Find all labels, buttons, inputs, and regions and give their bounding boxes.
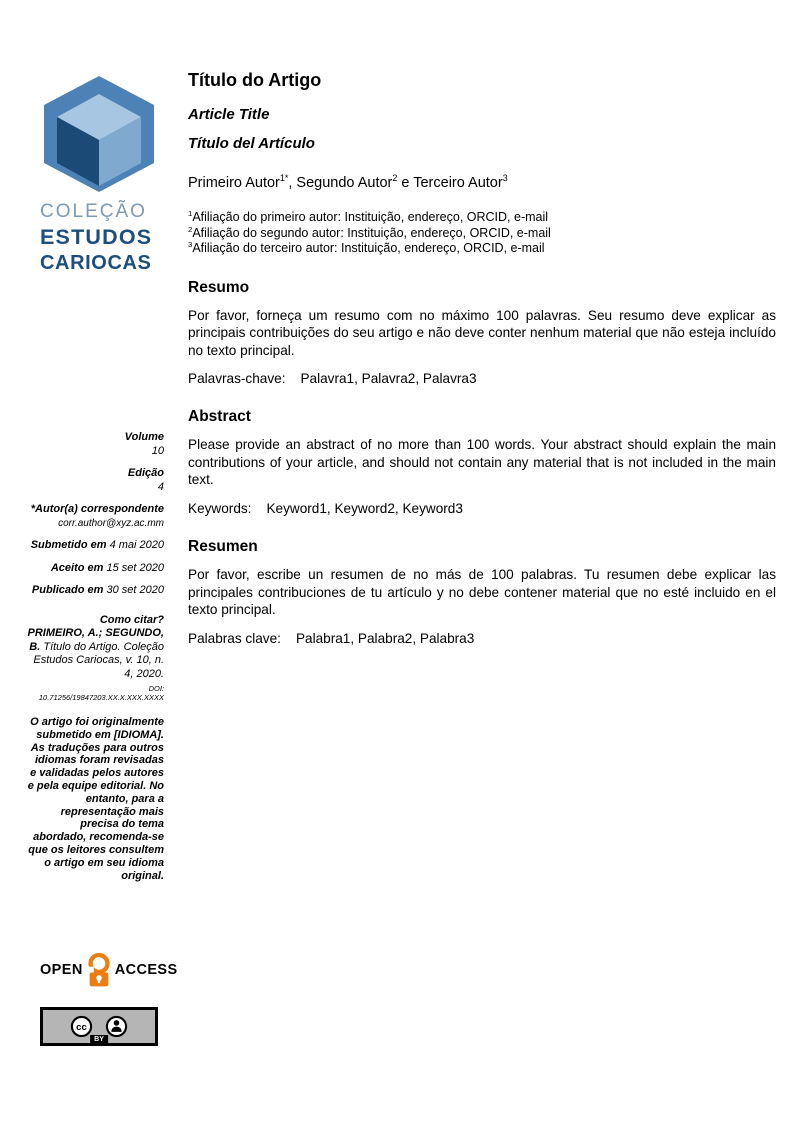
article-title-pt: Título do Artigo	[188, 70, 322, 90]
palavras-chave-label: Palavras-chave:	[188, 371, 286, 387]
palavras-chave-values: Palavra1, Palavra2, Palavra3	[300, 371, 477, 387]
palabras-clave-line	[188, 631, 776, 646]
cc-license-badge	[40, 1007, 158, 1046]
article-title-es: Título del Artículo	[188, 135, 315, 152]
section-heading-resumen: Resumen	[188, 538, 258, 556]
affiliation-1	[188, 210, 776, 226]
palavras-chave-line	[188, 371, 776, 386]
citation-info	[26, 614, 164, 703]
resumo-body: Por favor, forneça um resumo com no máximo 100 palavras. Seu resumo deve explicar as principais contribuições do seu artigo e não deve conter nenhum material que não esteja incluído no texto principal.	[188, 307, 776, 358]
keywords-label: Keywords:	[188, 501, 252, 517]
how-to-cite-label: Como citar?	[99, 613, 164, 626]
affiliation-1-text: Afiliação do primeiro autor: Instituição, endereço, ORCID, e-mail	[192, 210, 549, 224]
affiliation-2	[188, 226, 776, 242]
published-label: Publicado em	[31, 584, 104, 596]
corresponding-author-label: *Autor(a) correspondente	[30, 503, 164, 515]
affiliations	[188, 210, 776, 257]
keywords-line	[188, 501, 776, 516]
citation-reference: Título do Artigo. Coleção Estudos Cariocas, v. 10, n. 4, 2020.	[33, 640, 164, 680]
author-1: Primeiro Autor	[188, 175, 280, 191]
correspondence-info	[26, 503, 164, 530]
author-3-superscript: 3	[502, 173, 508, 184]
journal-logo	[40, 74, 166, 275]
abstract-body: Please provide an abstract of no more than 100 words. Your abstract should explain the main contributions of your article, and should not contain any material that is not included in the main text.	[188, 437, 776, 488]
open-access-logo	[40, 950, 178, 990]
issue-info	[26, 467, 164, 494]
open-access-access-label: ACCESS	[114, 962, 178, 978]
published-date: 30 set 2020	[106, 584, 164, 596]
language-note: O artigo foi originalmente submetido em [IDIOMA]. As traduções para outros idiomas foram revisadas e validadas pelos autores e pela equipe editorial. No entanto, para a representação mais precisa do tema abordado, recomenda-se que os leitores consultem o artigo em seu idioma original.	[27, 716, 164, 882]
affiliation-2-superscript: 2	[188, 224, 193, 234]
affiliation-3-superscript: 3	[188, 239, 193, 249]
published-info	[26, 584, 164, 598]
accepted-label: Aceito em	[50, 561, 104, 574]
journal-cube-icon	[40, 74, 158, 192]
accepted-info	[26, 562, 164, 576]
citation-text	[26, 627, 164, 681]
author-2-superscript: 2	[392, 173, 398, 184]
author-3: e Terceiro Autor	[397, 175, 503, 191]
affiliation-3-text: Afiliação do terceiro autor: Instituição, endereço, ORCID, e-mail	[192, 241, 545, 255]
corresponding-author-email: corr.author@xyz.ac.mm	[58, 517, 164, 529]
submitted-label: Submetido em	[30, 539, 107, 551]
open-access-open-label: OPEN	[40, 962, 83, 978]
section-heading-abstract: Abstract	[188, 408, 251, 426]
author-2: , Segundo Autor	[288, 175, 393, 191]
keywords-values: Keyword1, Keyword2, Keyword3	[266, 501, 463, 517]
cc-letters: cc	[76, 1021, 87, 1033]
affiliation-2-text: Afiliação do segundo autor: Instituição, endereço, ORCID, e-mail	[192, 225, 551, 240]
volume-label: Volume	[124, 431, 164, 443]
submitted-info	[26, 539, 164, 553]
volume-info	[26, 431, 164, 458]
cc-by-label: BY	[90, 1035, 108, 1046]
authors-line	[188, 175, 776, 191]
doi-text: DOI: 10.71256/19847203.XX.X.XXX.XXXX	[38, 684, 164, 702]
article-content	[188, 70, 776, 646]
logo-wordmark-estudos: ESTUDOS	[40, 225, 153, 249]
volume-value: 10	[151, 444, 164, 457]
submitted-date: 4 mai 2020	[109, 539, 164, 551]
citation-authors: PRIMEIRO, A.; SEGUNDO, B.	[27, 627, 164, 653]
attribution-person-icon	[105, 1015, 128, 1038]
resumen-body: Por favor, escribe un resumen de no más de 100 palabras. Tu resumen debe explicar las principales contribuciones de tu artículo y no debe contener material que no esté incluido en el texto principal.	[188, 567, 776, 618]
accepted-date: 15 set 2020	[106, 561, 164, 574]
open-lock-icon	[84, 950, 114, 990]
palabras-clave-label: Palabras clave:	[188, 630, 281, 646]
section-heading-resumo: Resumo	[188, 278, 250, 296]
affiliation-3	[188, 241, 776, 257]
logo-wordmark-cariocas: CARIOCAS	[40, 252, 152, 274]
affiliation-1-superscript: 1	[188, 208, 193, 218]
palabras-clave-values: Palabra1, Palabra2, Palabra3	[295, 630, 475, 646]
sidebar-metadata	[26, 431, 164, 882]
logo-wordmark-colecao: COLEÇÃO	[40, 201, 147, 222]
author-1-superscript: 1*	[279, 173, 289, 184]
issue-label: Edição	[127, 467, 164, 479]
issue-value: 4	[157, 480, 164, 493]
article-title-en: Article Title	[188, 106, 270, 123]
